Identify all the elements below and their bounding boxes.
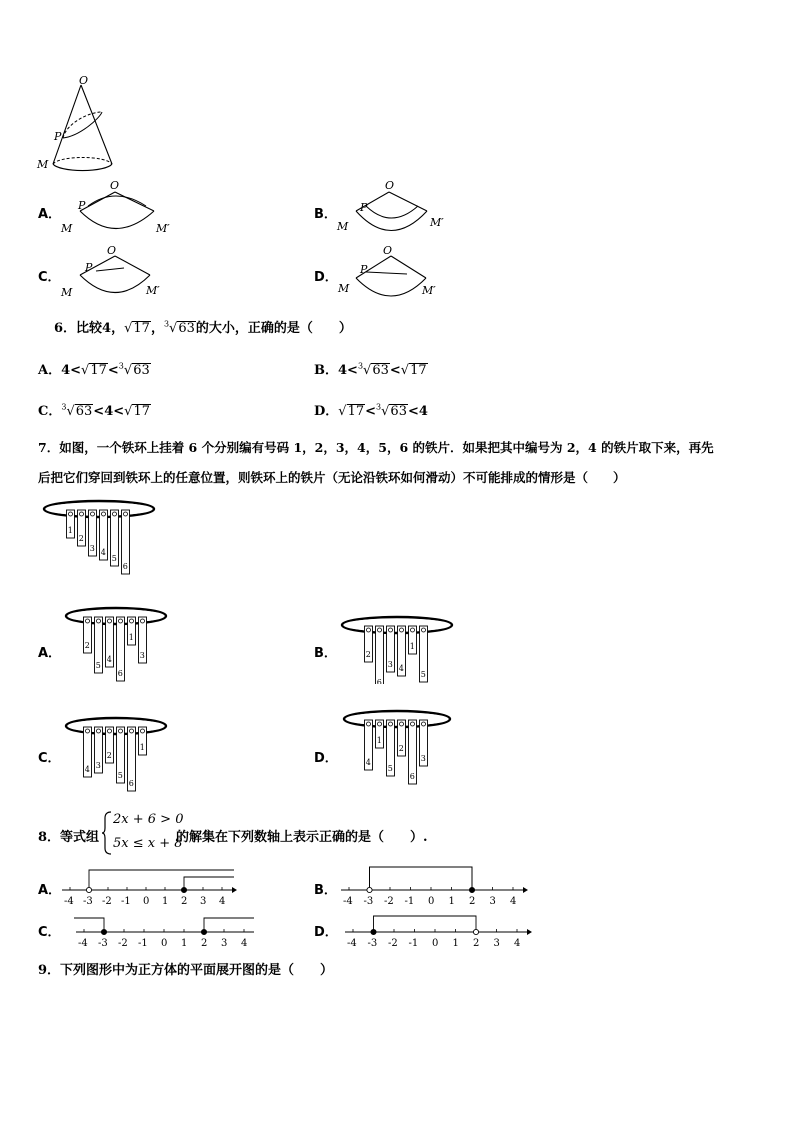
q5-option-b-figure [334,178,464,240]
svg-text:O: O [110,179,120,192]
q8-brace [101,810,113,856]
iron-tag-3 [139,617,147,663]
q8-inequality-2: 5x ≤ x + 8 [113,836,183,851]
svg-text:3: 3 [420,754,426,763]
svg-text:5: 5 [95,661,101,670]
svg-text:M′: M′ [422,284,436,297]
iron-tag-3 [89,510,97,556]
q8-option-c-numberline [64,904,254,952]
q7-option-c-figure [62,713,172,793]
q7-stem-line2: 后把它们穿回到铁环上的任意位置，则铁环上的铁片（无论沿铁环如何滑动）不可能排成的情形是（ ） [38,470,626,485]
iron-tag-1 [67,510,75,538]
q5-option-d-figure [334,242,464,304]
tick-label: -3 [363,896,374,907]
tick-label: -4 [64,896,74,907]
tick-label: 4 [241,938,248,949]
svg-text:2: 2 [398,744,404,753]
svg-text:M′: M′ [430,216,444,229]
iron-tag-6 [409,720,417,784]
tick-label: -3 [98,938,108,949]
label-O: O [79,74,89,87]
iron-tag-3 [420,720,428,766]
q7-option-a-label: A． [38,646,62,661]
q6-option-b: B．4<$^3$√63<√17 [314,361,427,378]
tick-label: 4 [510,896,517,907]
q8-option-b-label: B． [314,883,337,898]
svg-text:6: 6 [117,669,123,678]
svg-text:3: 3 [139,651,145,660]
svg-text:5: 5 [111,554,117,563]
q5-option-a-label: A． [38,207,62,222]
tick-label: 3 [221,938,228,949]
q5-option-b-label: B． [314,207,337,222]
iron-tag-4 [100,510,108,560]
q7-option-b-figure [338,612,458,684]
svg-text:P: P [78,199,86,212]
tick-label: 3 [493,938,500,949]
q8-option-b-numberline [334,862,534,910]
tick-label: 1 [448,896,455,907]
svg-text:3: 3 [89,544,95,553]
svg-text:P: P [360,263,368,276]
tick-label: -1 [121,896,131,907]
tick-label: -2 [388,938,398,949]
iron-tag-4 [365,720,373,770]
q8-option-d-label: D． [314,925,338,940]
svg-text:2: 2 [365,650,371,659]
q6-stem: 6．比较4，√17，$^3$√63的大小，正确的是（ ） [54,319,352,336]
svg-text:5: 5 [387,764,393,773]
tick-label: -1 [138,938,148,949]
tick-label: -3 [83,896,93,907]
svg-text:M′: M′ [146,284,160,297]
q7-option-b-label: B． [314,646,337,661]
svg-text:5: 5 [117,771,123,780]
iron-tag-1 [376,720,384,748]
q5-option-a-figure [58,178,188,240]
iron-tag-6 [122,510,130,574]
svg-text:1: 1 [376,736,382,745]
iron-tag-2 [398,720,406,756]
iron-tag-3 [95,727,103,773]
svg-text:1: 1 [409,642,415,651]
q5-cone-figure [30,72,140,182]
svg-text:P: P [85,261,93,274]
svg-text:3: 3 [387,660,393,669]
svg-text:1: 1 [67,526,73,535]
svg-text:4: 4 [365,758,371,767]
tick-label: 0 [161,938,168,949]
tick-label: -4 [78,938,88,949]
svg-text:P: P [360,201,368,214]
tick-label: 4 [514,938,521,949]
iron-tag-5 [95,617,103,673]
tick-label: 2 [201,938,208,949]
svg-text:5: 5 [420,670,426,679]
svg-text:M′: M′ [156,222,170,235]
q8-option-d-numberline [338,904,538,952]
tick-label: 0 [432,938,439,949]
label-M: M [37,158,49,171]
svg-text:2: 2 [78,534,84,543]
iron-tag-5 [387,720,395,776]
tick-label: 3 [489,896,496,907]
label-P: P [54,130,62,143]
iron-tag-1 [409,626,417,654]
tick-label: -3 [367,938,378,949]
tick-label: -2 [102,896,112,907]
tick-label: -1 [404,896,415,907]
tick-label: 4 [219,896,226,907]
iron-tag-2 [365,626,373,662]
tick-label: 2 [469,896,476,907]
svg-text:M: M [338,282,350,295]
svg-text:M: M [337,220,349,233]
iron-tag-1 [128,617,136,645]
iron-tag-6 [128,727,136,791]
q5-option-c-label: C． [38,270,61,285]
q8-inequality-1: 2x + 6 > 0 [113,812,184,827]
svg-text:6: 6 [409,772,415,781]
svg-text:1: 1 [139,743,145,752]
iron-tag-2 [84,617,92,653]
tick-label: 2 [181,896,188,907]
iron-tag-5 [111,510,119,566]
iron-tag-1 [139,727,147,755]
svg-text:2: 2 [84,641,90,650]
svg-text:O: O [383,244,393,257]
iron-tag-2 [78,510,86,546]
iron-tag-4 [106,617,114,667]
q6-option-c: C．$^3$√63<4<√17 [38,402,150,419]
svg-text:M: M [61,286,73,299]
q5-option-d-label: D． [314,270,338,285]
iron-tag-3 [387,626,395,672]
svg-text:2: 2 [106,751,112,760]
q6-option-d: D．√17<$^3$√63<4 [314,402,428,419]
q7-stem-line1: 7．如图，一个铁环上挂着 6 个分别编有号码 1，2，3，4，5，6 的铁片．如果把其中编号为 2，4 的铁片取下来，再先 [38,440,714,455]
q5-option-c-figure [58,242,188,304]
svg-text:6: 6 [122,562,128,571]
q8-stem-post: 的解集在下列数轴上表示正确的是（ ）. [176,830,428,845]
q8-option-a-numberline [58,862,238,910]
svg-text:4: 4 [398,664,404,673]
q7-option-a-figure [62,603,172,685]
iron-tag-5 [117,727,125,783]
iron-tag-2 [106,727,114,763]
tick-label: 3 [200,896,207,907]
iron-tag-6 [376,626,384,684]
q8-option-c-label: C． [38,925,61,940]
svg-text:3: 3 [95,761,101,770]
tick-label: -2 [384,896,394,907]
iron-tag-6 [117,617,125,681]
tick-label: -2 [118,938,128,949]
tick-label: 2 [473,938,480,949]
svg-text:4: 4 [100,548,106,557]
tick-label: -4 [347,938,357,949]
q7-option-d-figure [340,706,456,794]
iron-tag-4 [84,727,92,777]
tick-label: -4 [343,896,353,907]
tick-label: -1 [408,938,419,949]
iron-tag-5 [420,626,428,682]
q6-option-a: A．4<√17<$^3$√63 [38,361,150,378]
q7-main-ring-figure [40,496,160,588]
tick-label: 1 [162,896,169,907]
q8-stem: 8．等式组 [38,830,100,845]
svg-text:M: M [61,222,73,235]
tick-label: 1 [181,938,188,949]
svg-text:6: 6 [376,678,382,684]
iron-tag-4 [398,626,406,676]
tick-label: 0 [428,896,435,907]
tick-label: 1 [452,938,459,949]
svg-text:O: O [107,244,117,257]
svg-text:4: 4 [106,655,112,664]
q7-option-d-label: D． [314,751,338,766]
q9-stem: 9．下列图形中为正方体的平面展开图的是（ ） [38,963,334,978]
q7-option-c-label: C． [38,751,61,766]
q8-option-a-label: A． [38,883,62,898]
svg-text:O: O [385,179,395,192]
tick-label: 0 [143,896,150,907]
svg-text:1: 1 [128,633,134,642]
svg-text:6: 6 [128,779,134,788]
svg-text:4: 4 [84,765,90,774]
